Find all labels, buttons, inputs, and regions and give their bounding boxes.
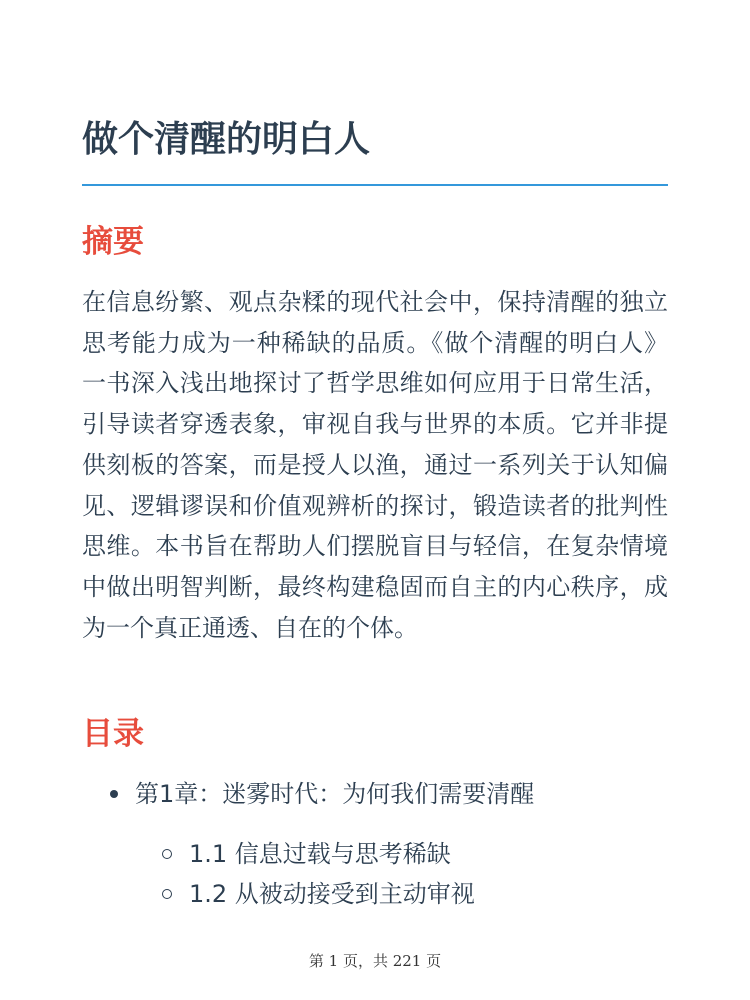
toc-section-item[interactable] — [82, 874, 668, 914]
bullet-dot-icon — [110, 790, 118, 798]
document-title: 做个清醒的明白人 — [82, 119, 371, 160]
bullet-circle-icon — [162, 889, 172, 899]
abstract-text: 在信息纷繁、观点杂糅的现代社会中，保持清醒的独立思考能力成为一种稀缺的品质。《做个清醒的明白人》一书深入浅出地探讨了哲学思维如何应用于日常生活，引导读者穿透表象，审视自我与世界的本质。它并非提供刻板的答案，而是授人以渔，通过一系列关于认知偏见、逻辑谬误和价值观辨析的探讨，锻造读者的批判性思维。本书旨在帮助人们摆脱盲目与轻信，在复杂情境中做出明智判断，最终构建稳固而自主的内心秩序，成为一个真正通透、自在的个体。 — [82, 288, 668, 642]
toc-chapter-item[interactable] — [82, 774, 668, 908]
toc-sublist — [82, 834, 668, 914]
toc-heading: 目录 — [82, 716, 144, 752]
toc-chapter-label: 第1章：迷雾时代：为何我们需要清醒 — [135, 780, 535, 808]
toc-list — [82, 774, 668, 908]
title-divider — [82, 184, 668, 186]
toc-section-label: 1.1 信息过载与思考稀缺 — [189, 840, 451, 868]
bullet-circle-icon — [162, 849, 172, 859]
page-number-footer: 第 1 页，共 221 页 — [308, 952, 442, 970]
toc-section-label: 1.2 从被动接受到主动审视 — [189, 880, 475, 908]
abstract-heading: 摘要 — [82, 224, 144, 260]
toc-section-item[interactable] — [82, 834, 668, 874]
